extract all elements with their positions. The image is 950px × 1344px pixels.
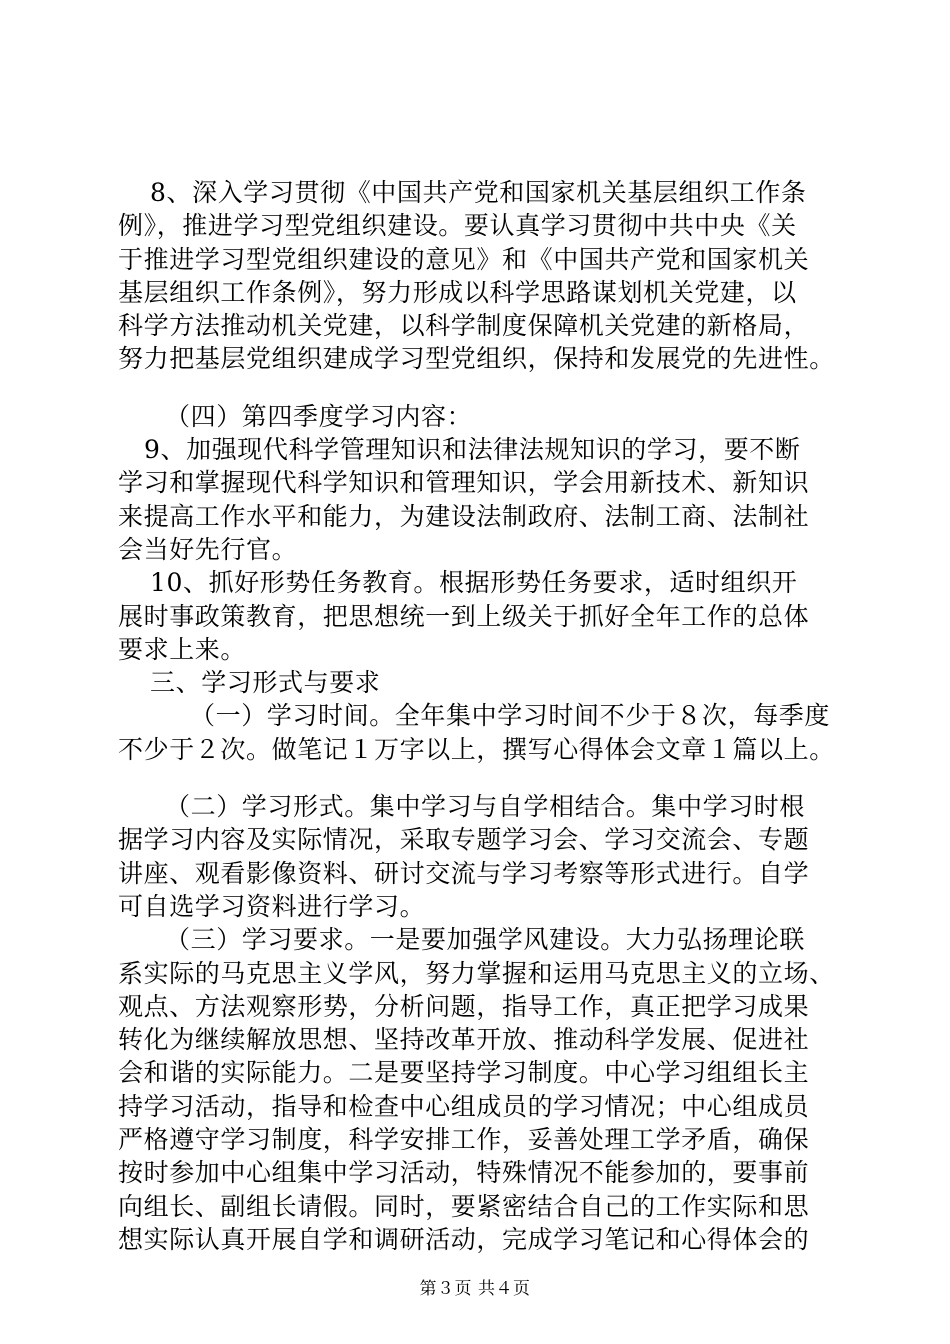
paragraph-gap xyxy=(118,376,838,400)
paragraph-10-line: 展时事政策教育，把思想统一到上级关于抓好全年工作的总体 xyxy=(118,601,810,631)
paragraph-study-form-line: 可自选学习资料进行学习。 xyxy=(118,891,426,921)
document-body xyxy=(118,176,838,1256)
paragraph-study-requirements-line: 转化为继续解放思想、坚持改革开放、推动科学发展、促进社 xyxy=(118,1025,810,1055)
paragraph-8-line: 于推进学习型党组织建设的意见》和《中国共产党和国家机关 xyxy=(118,244,810,274)
paragraph-study-requirements-line: 会和谐的实际能力。二是要坚持学习制度。中心学习组组长主 xyxy=(118,1058,810,1088)
paragraph-study-form-line: 讲座、观看影像资料、研讨交流与学习考察等形式进行。自学 xyxy=(118,858,810,888)
paragraph-study-time-line: 不少于２次。做笔记１万字以上，撰写心得体会文章１篇以上。 xyxy=(118,734,835,764)
paragraph-8-line: 科学方法推动机关党建，以科学制度保障机关党建的新格局， xyxy=(118,311,810,341)
paragraph-9-line: 来提高工作水平和能力，为建设法制政府、法制工商、法制社 xyxy=(118,501,810,531)
paragraph-9-line: 9、加强现代科学管理知识和法律法规知识的学习，要不断 xyxy=(144,435,801,465)
paragraph-study-requirements-line: 严格遵守学习制度，科学安排工作，妥善处理工学矛盾，确保 xyxy=(118,1125,810,1155)
section-heading-quarter-4: （四）第四季度学习内容： xyxy=(165,401,473,431)
paragraph-10-line: 要求上来。 xyxy=(118,634,247,664)
paragraph-8-line: 8、深入学习贯彻《中国共产党和国家机关基层组织工作条 xyxy=(150,178,807,207)
paragraph-8-line: 基层组织工作条例》，努力形成以科学思路谋划机关党建，以 xyxy=(118,277,797,307)
paragraph-9-line: 学习和掌握现代科学知识和管理知识，学会用新技术、新知识 xyxy=(118,468,810,498)
paragraph-study-requirements-line: 想实际认真开展自学和调研活动，完成学习笔记和心得体会的 xyxy=(118,1224,810,1254)
paragraph-study-requirements-line: 按时参加中心组集中学习活动，特殊情况不能参加的，要事前 xyxy=(118,1158,810,1188)
paragraph-gap xyxy=(118,766,838,790)
paragraph-study-time-line: （一）学习时间。全年集中学习时间不少于８次，每季度 xyxy=(190,701,831,731)
paragraph-study-form-line: （二）学习形式。集中学习与自学相结合。集中学习时根 xyxy=(165,792,806,822)
section-heading-three: 三、学习形式与要求 xyxy=(150,668,381,698)
paragraph-study-requirements-line: 向组长、副组长请假。同时，要紧密结合自己的工作实际和思 xyxy=(118,1191,810,1221)
paragraph-10-line: 10、抓好形势任务教育。根据形势任务要求，适时组织开 xyxy=(150,568,798,598)
paragraph-study-requirements-line: （三）学习要求。一是要加强学风建设。大力弘扬理论联 xyxy=(165,925,806,955)
paragraph-8-line: 例》，推进学习型党组织建设。要认真学习贯彻中共中央《关 xyxy=(118,211,797,241)
paragraph-study-requirements-line: 持学习活动，指导和检查中心组成员的学习情况；中心组成员 xyxy=(118,1091,810,1121)
paragraph-study-requirements-line: 观点、方法观察形势，分析问题，指导工作，真正把学习成果 xyxy=(118,991,810,1021)
paragraph-8-line: 努力把基层党组织建成学习型党组织，保持和发展党的先进性。 xyxy=(118,344,835,374)
paragraph-study-requirements-line: 系实际的马克思主义学风，努力掌握和运用马克思主义的立场、 xyxy=(118,958,835,988)
page-footer: 第３页 共４页 xyxy=(419,1279,531,1299)
paragraph-study-form-line: 据学习内容及实际情况，采取专题学习会、学习交流会、专题 xyxy=(118,825,810,855)
paragraph-9-line: 会当好先行官。 xyxy=(118,534,298,564)
